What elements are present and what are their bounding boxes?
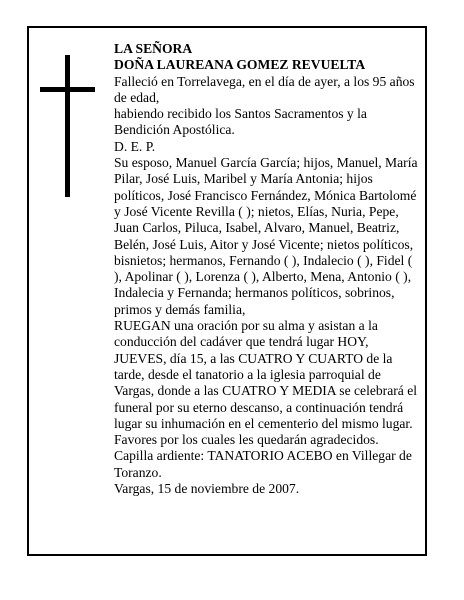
chapel-text: Capilla ardiente: TANATORIO ACEBO en Villegar de Toranzo. [114,448,412,480]
obituary-text [114,41,420,497]
deceased-name: DOÑA LAUREANA GOMEZ REVUELTA [114,57,366,73]
cross-icon-crossbar [40,87,95,92]
death-notice: Falleció en Torrelavega, en el día de ayer, a los 95 años de edad, [114,73,415,105]
sacraments-text: habiendo recibido los Santos Sacramentos y la Bendición Apostólica. [114,106,367,138]
heading-title: LA SEÑORA [114,41,193,56]
dep-text: D. E. P. [114,138,156,154]
place-date: Vargas, 15 de noviembre de 2007. [114,481,300,497]
family-list: Su esposo, Manuel García García; hijos, Manuel, María Pilar, José Luis, Maribel y María Antonia; hijos políticos, José Francisco Fernández, Mónica Bartolomé y José Vicente Revilla ( ); nietos, Elías, Nuria, Pepe, Juan Carlos, Piluca, Isabel, Alvaro, Manuel, Beatriz, Belén, José Luis, Aitor y José Vicente; nietos políticos, bisnietos; hermanos, Fernando ( ), Indalecio ( ), Fidel ( ), Apolinar ( ), Lorenza ( ), Alberto, Mena, Antonio ( ), Indalecia y Fernanda; hermanos políticos, sobrinos, primos y demás familia, [114,155,418,317]
funeral-request: RUEGAN una oración por su alma y asistan a la conducción del cadáver que tendrá lugar HOY, JUEVES, día 15, a las CUATRO Y CUARTO de la tarde, desde el tanatorio a la iglesia parroquial de Vargas, donde a las CUATRO Y MEDIA se celebrará el funeral por su eterno descanso, a continuación tendrá lugar su inhumación en el cementerio del mismo lugar. [114,318,418,431]
cross-icon [65,55,70,197]
thanks-text: Favores por los cuales les quedarán agradecidos. [114,432,379,448]
